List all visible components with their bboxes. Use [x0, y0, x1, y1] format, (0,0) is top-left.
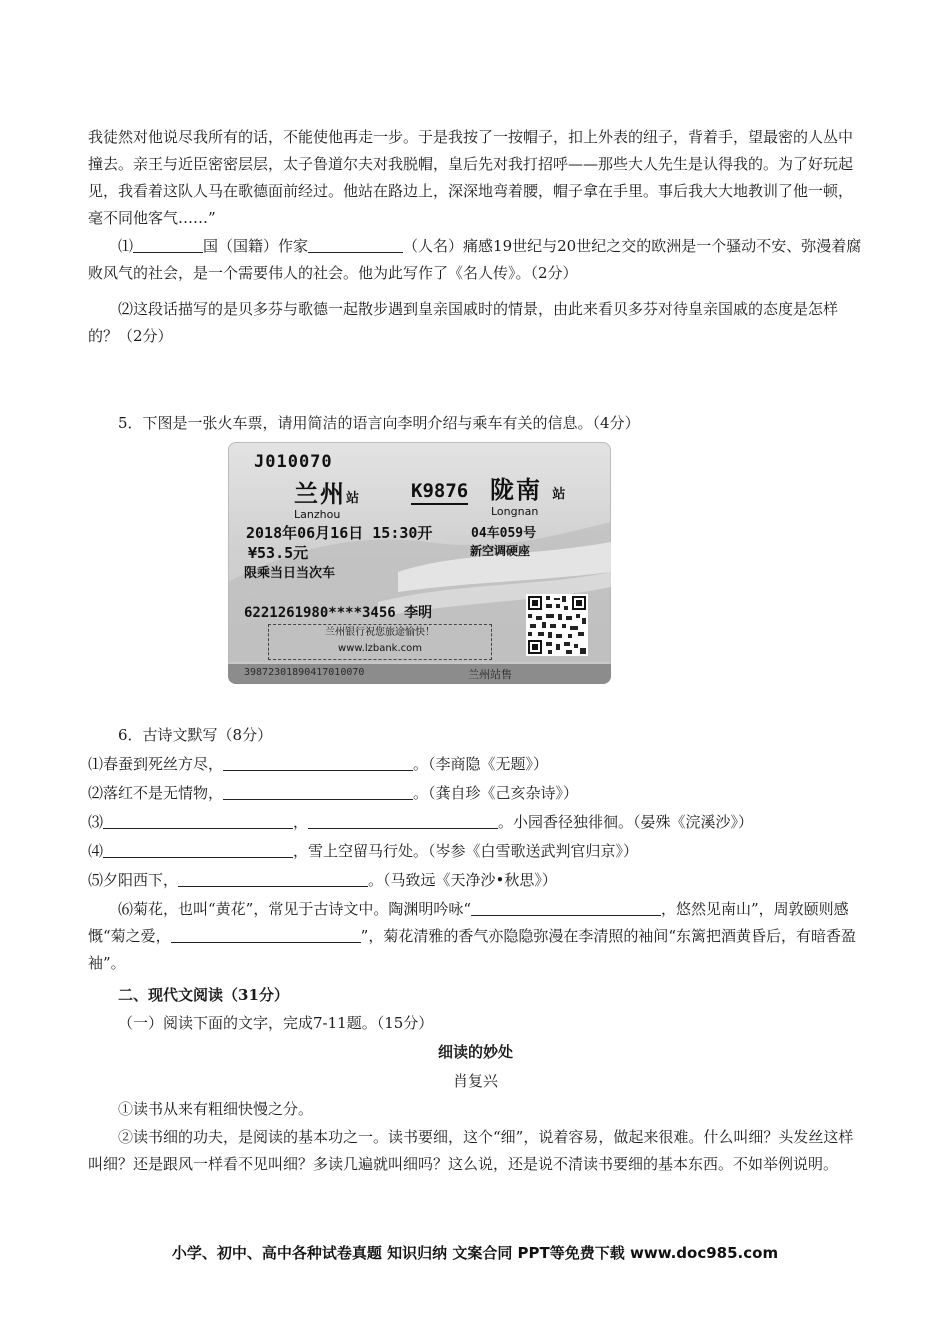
poem-line-1: ⑴春蚕到死丝方尽， 。（李商隐《无题》）: [88, 755, 549, 773]
q4-1-text-b: （人名）痛感19世纪与20世纪之交的欧洲是一个骚动不安、弥漫着腐败风气的社会，是一个需要伟人的社会。他为此写作了《名人传》。（2分）: [88, 237, 862, 282]
arrival-station-en: Longnan: [491, 505, 539, 518]
poem-line-6: ⑹菊花，也叫“黄花”，常见于古诗文中。陶渊明吟咏“ ，悠然见南山”，周敦颐则感慨“菊之爱， ”，菊花清雅的香气亦隐隐弥漫在李清照的袖间“东篱把酒黄昏后，有暗香盈袖”。: [88, 900, 857, 972]
poem-blank-5[interactable]: [178, 869, 368, 887]
poem-blank-3a[interactable]: [103, 811, 293, 829]
bank-ad-line1: 兰州银行祝您旅途愉快！: [325, 627, 435, 638]
ticket-limit-note: 限乘当日当次车: [244, 566, 336, 581]
seat-number: 04车059号: [471, 526, 537, 541]
question-6-title: 6．古诗文默写（8分）: [118, 726, 273, 744]
intro-paragraph: 我徒然对他说尽我所有的话，不能使他再走一步。于是我按了一按帽子，扣上外表的纽子，背着手，望最密的人丛中撞去。亲王与近臣密密层层，太子鲁道尔夫对我脱帽，皇后先对我打招呼——那些大人先生是认得我的。为了好玩起见，我看着这队人马在歌德面前经过。他站在路边上，深深地弯着腰，帽子拿在手里。事后我大大地教训了他一顿，毫不同他客气……”: [88, 128, 854, 227]
poem-line-4: ⑷ ，雪上空留马行处。（岑参《白雪歌送武判官归京》）: [88, 842, 639, 860]
page-footer: 小学、初中、高中各种试卷真题 知识归纳 文案合同 PPT等免费下载 www.doc985.com: [171, 1244, 779, 1262]
seat-class: 新空调硬座: [470, 544, 531, 558]
poem-blank-6a[interactable]: [471, 898, 661, 916]
ticket-serial: J010070: [254, 452, 333, 472]
poem-blank-4[interactable]: [103, 840, 293, 858]
q4-1-num: ⑴: [118, 237, 134, 255]
question-4-1: [88, 233, 863, 287]
ticket-price: ¥53.5元: [248, 544, 309, 562]
ticket-code: 39872301890417010070: [244, 667, 365, 678]
question-4-2: ⑵这段话描写的是贝多芬与歌德一起散步遇到皇亲国戚时的情景，由此来看贝多芬对待皇亲国戚的态度是怎样的？（2分）: [88, 300, 839, 345]
article-paragraph-2: ②读书细的功夫，是阅读的基本功之一。读书要细，这个“细”，说着容易，做起来很难。什么叫细？头发丝这样叫细？还是跟风一样看不见叫细？多读几遍就叫细吗？这么说，还是说不清读书要细的基本东西。不如举例说明。: [88, 1128, 854, 1173]
train-number: K9876: [411, 480, 468, 505]
reading-1-instruction: （一）阅读下面的文字，完成7-11题。（15分）: [118, 1014, 434, 1032]
poem-line-5: ⑸夕阳西下， 。（马致远《天净沙•秋思》）: [88, 871, 557, 889]
bank-ad-line2: www.lzbank.com: [338, 643, 422, 654]
arrival-station: 陇南 站: [490, 476, 568, 504]
departure-datetime: 2018年06月16日 15:30开: [246, 524, 433, 542]
poem-blank-6b[interactable]: [171, 925, 361, 943]
passenger-id: 6221261980****3456 李明: [244, 605, 433, 621]
bank-ad-box: [268, 624, 492, 660]
poem-line-3: ⑶ ， 。小园香径独徘徊。（晏殊《浣溪沙》）: [88, 813, 754, 831]
section-2-heading: 二、现代文阅读（31分）: [118, 986, 289, 1004]
departure-station: 兰州站: [294, 480, 362, 508]
poem-blank-1[interactable]: [223, 753, 413, 771]
nationality-blank[interactable]: [133, 235, 203, 253]
article-author: 肖复兴: [452, 1072, 498, 1090]
article-title: 细读的妙处: [437, 1043, 513, 1061]
departure-station-en: Lanzhou: [294, 508, 341, 521]
author-name-blank[interactable]: [308, 235, 403, 253]
article-paragraph-1: ①读书从来有粗细快慢之分。: [118, 1100, 314, 1118]
ticket-office: 兰州站售: [468, 668, 512, 681]
poem-blank-3b[interactable]: [308, 811, 498, 829]
qr-code-icon: [526, 594, 588, 656]
train-ticket-image: [228, 442, 611, 684]
question-5: 5．下图是一张火车票，请用简洁的语言向李明介绍与乘车有关的信息。（4分）: [118, 414, 640, 432]
q4-1-text-a: 国（国籍）作家: [203, 237, 309, 255]
poem-line-2: ⑵落红不是无情物， 。（龚自珍《己亥杂诗》）: [88, 784, 579, 802]
poem-blank-2[interactable]: [223, 782, 413, 800]
